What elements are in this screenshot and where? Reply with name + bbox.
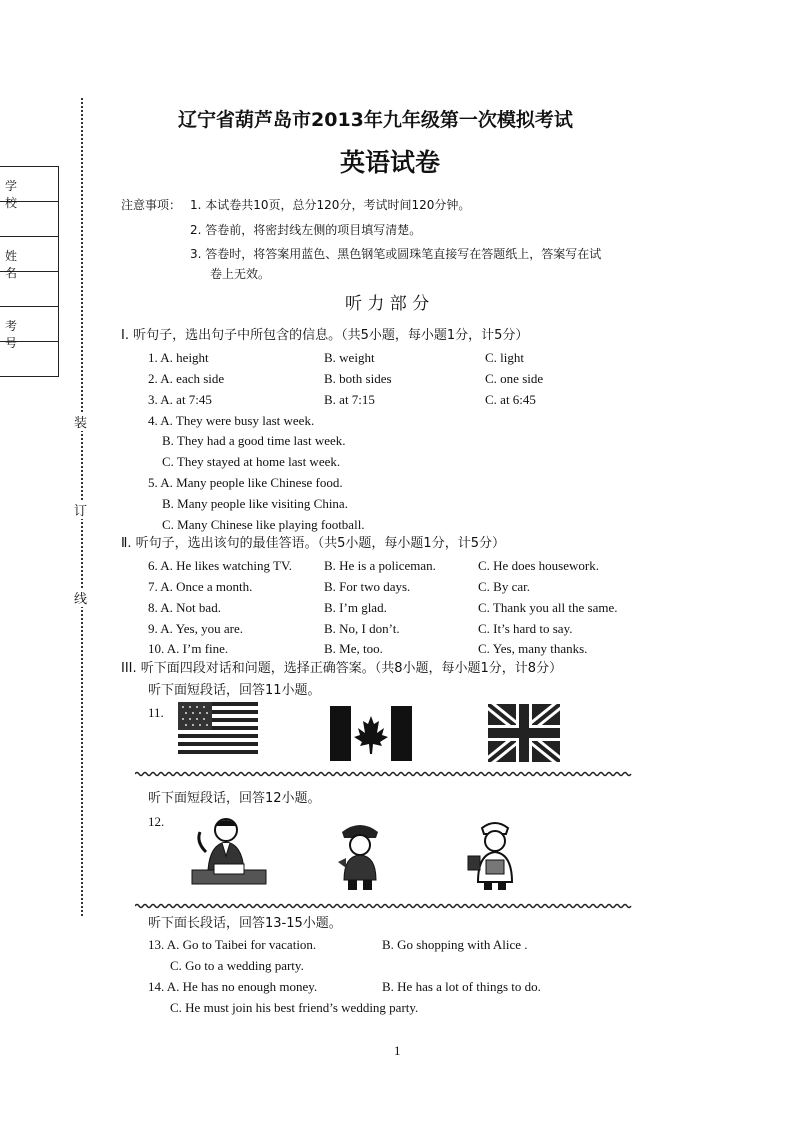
name-label: 姓 名 bbox=[5, 249, 30, 280]
q10-option-b: B. Me, too. bbox=[324, 641, 383, 656]
q9-option-b: B. No, I don’t. bbox=[324, 621, 400, 636]
q2-option-b: B. both sides bbox=[324, 371, 392, 386]
q4-option-c: C. They stayed at home last week. bbox=[162, 454, 341, 469]
q2-option-a: 2. A. each side bbox=[148, 371, 225, 386]
exam-title: 辽宁省葫芦岛市2013年九年级第一次模拟考试 bbox=[178, 109, 573, 131]
exam-number-label-cell bbox=[0, 307, 58, 350]
q3-option-c: C. at 6:45 bbox=[485, 392, 536, 407]
school-label-cell bbox=[0, 167, 58, 210]
q5-option-a: 5. A. Many people like Chinese food. bbox=[148, 475, 343, 490]
dialogue3-instruction: 听下面长段话，回答13-15小题。 bbox=[148, 916, 342, 931]
wavy-divider bbox=[135, 771, 633, 777]
q14-option-b: B. He has a lot of things to do. bbox=[382, 979, 541, 994]
office-worker-picture bbox=[186, 812, 270, 888]
note-1: 1. 本试卷共10页，总分120分，考试时间120分钟。 bbox=[190, 198, 471, 212]
q4-option-a: 4. A. They were busy last week. bbox=[148, 413, 315, 428]
q3-option-b: B. at 7:15 bbox=[324, 392, 375, 407]
q8-option-a: 8. A. Not bad. bbox=[148, 600, 221, 615]
page-number: 1 bbox=[394, 1043, 401, 1058]
q5-option-c: C. Many Chinese like playing football. bbox=[162, 517, 365, 532]
q7-option-b: B. For two days. bbox=[324, 579, 411, 594]
police-officer-picture bbox=[332, 818, 388, 892]
q9-option-c: C. It’s hard to say. bbox=[478, 621, 573, 636]
name-field[interactable] bbox=[0, 272, 58, 307]
q11-number: 11. bbox=[148, 705, 164, 720]
notes-label: 注意事项： bbox=[121, 198, 182, 212]
q8-option-c: C. Thank you all the same. bbox=[478, 600, 618, 615]
uk-flag-icon bbox=[488, 704, 560, 762]
canada-flag-icon bbox=[330, 706, 412, 761]
exam-subtitle: 英语试卷 bbox=[340, 148, 441, 177]
usa-flag-icon bbox=[178, 702, 258, 756]
q13-option-b: B. Go shopping with Alice . bbox=[382, 937, 528, 952]
q3-option-a: 3. A. at 7:45 bbox=[148, 392, 212, 407]
part2-heading: Ⅱ. 听句子，选出该句的最佳答语。（共5小题，每小题1分，计5分） bbox=[121, 536, 505, 551]
q10-option-c: C. Yes, many thanks. bbox=[478, 641, 588, 656]
q13-option-c: C. Go to a wedding party. bbox=[170, 958, 304, 973]
binding-char-xian: 线 bbox=[74, 588, 87, 607]
student-info-box bbox=[0, 166, 59, 377]
note-2: 2. 答卷前，将密封线左侧的项目填写清楚。 bbox=[190, 223, 422, 237]
q1-option-c: C. light bbox=[485, 350, 525, 365]
q6-option-c: C. He does housework. bbox=[478, 558, 599, 573]
q5-option-b: B. Many people like visiting China. bbox=[162, 496, 348, 511]
binding-char-zhuang: 装 bbox=[74, 412, 87, 431]
listening-section-title: 听 力 部 分 bbox=[345, 294, 430, 314]
q1-option-a: 1. A. height bbox=[148, 350, 209, 365]
q6-option-b: B. He is a policeman. bbox=[324, 558, 436, 573]
binding-char-ding: 订 bbox=[74, 500, 87, 519]
school-label: 学 校 bbox=[5, 179, 30, 210]
part3-heading: III. 听下面四段对话和问题，选择正确答案。（共8小题，每小题1分，计8分） bbox=[121, 661, 563, 676]
note-3-cont: 卷上无效。 bbox=[210, 267, 271, 281]
school-field[interactable] bbox=[0, 202, 58, 237]
q7-option-a: 7. A. Once a month. bbox=[148, 579, 253, 594]
wavy-divider bbox=[135, 903, 633, 909]
q2-option-c: C. one side bbox=[485, 371, 544, 386]
dialogue1-instruction: 听下面短段话，回答11小题。 bbox=[148, 683, 321, 698]
q14-option-c: C. He must join his best friend’s wedding party. bbox=[170, 1000, 419, 1015]
q9-option-a: 9. A. Yes, you are. bbox=[148, 621, 243, 636]
exam-number-field[interactable] bbox=[0, 342, 58, 376]
q10-option-a: 10. A. I’m fine. bbox=[148, 641, 229, 656]
q13-option-a: 13. A. Go to Taibei for vacation. bbox=[148, 937, 317, 952]
q7-option-c: C. By car. bbox=[478, 579, 530, 594]
note-3: 3. 答卷时，将答案用蓝色、黑色钢笔或圆珠笔直接写在答题纸上，答案写在试 bbox=[190, 247, 602, 261]
doctor-picture bbox=[464, 816, 526, 892]
dialogue2-instruction: 听下面短段话，回答12小题。 bbox=[148, 791, 321, 806]
q12-number: 12. bbox=[148, 814, 165, 829]
q6-option-a: 6. A. He likes watching TV. bbox=[148, 558, 292, 573]
q8-option-b: B. I’m glad. bbox=[324, 600, 387, 615]
q1-option-b: B. weight bbox=[324, 350, 375, 365]
part1-heading: Ⅰ. 听句子，选出句子中所包含的信息。（共5小题，每小题1分，计5分） bbox=[121, 328, 529, 343]
exam-number-label: 考 号 bbox=[5, 319, 30, 350]
q4-option-b: B. They had a good time last week. bbox=[162, 433, 346, 448]
q14-option-a: 14. A. He has no enough money. bbox=[148, 979, 318, 994]
name-label-cell bbox=[0, 237, 58, 280]
